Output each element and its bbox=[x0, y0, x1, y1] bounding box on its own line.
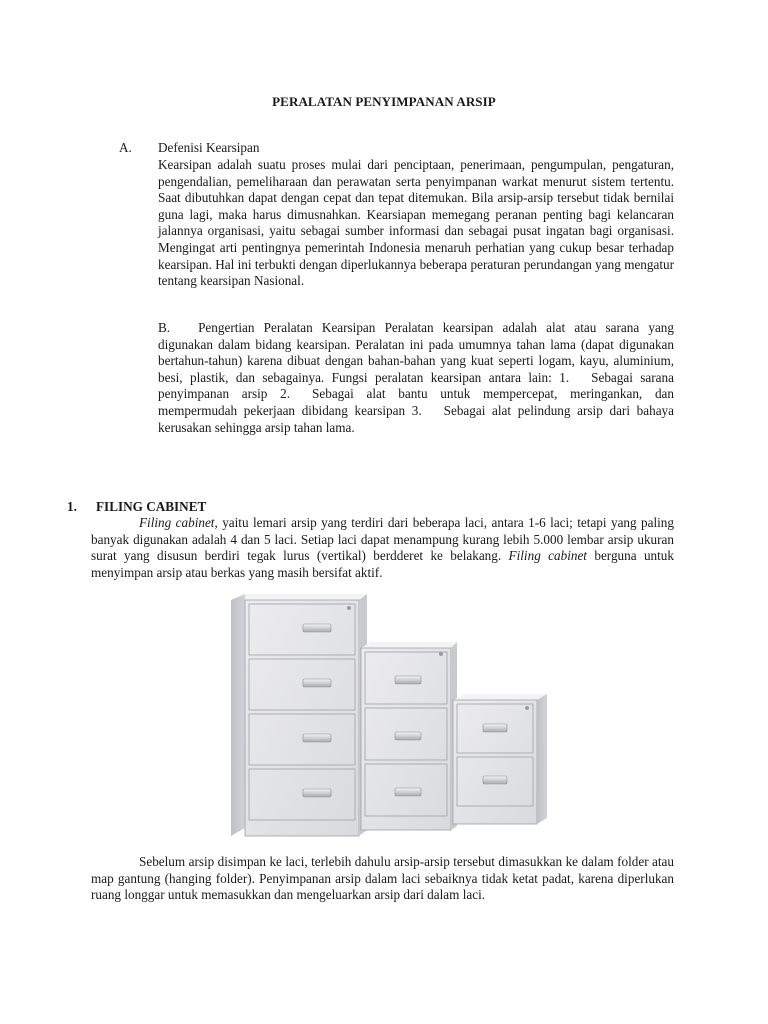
section-1-term-2: Filing cabinet bbox=[508, 548, 587, 564]
section-b-body-4: Sebagai alat pelindung arsip dari bahaya kerusakan sehingga arsip tahan lama. bbox=[158, 402, 674, 435]
section-1-heading bbox=[67, 499, 206, 516]
filing-cabinet-photo bbox=[225, 590, 555, 840]
section-a-letter: A. bbox=[119, 140, 132, 155]
section-1-title: FILING CABINET bbox=[96, 499, 207, 514]
section-b-paragraph bbox=[158, 320, 674, 436]
section-b-letter: B. bbox=[158, 320, 171, 335]
section-1-paragraph bbox=[91, 515, 674, 581]
cabinet-two-drawer bbox=[453, 694, 547, 824]
cabinet-four-drawer bbox=[231, 594, 367, 836]
section-a-body: Kearsipan adalah suatu proses mulai dari penciptaan, penerimaan, pengumpulan, pengaturan, pengendalian, pemeliharaan dan perawatan serta penyimpanan warkat menurut sistem tertentu. Saat dibutuhkan dapat dengan cepat dan tepat ditemukan. Bila arsip-arsip tersebut tidak bernilai guna lagi, maka harus dimusnahkan. Kearsiapan memegang peranan penting bagi kelancaran jalannya organisasi, yaitu sebagai sumber informasi dan sebagai pusat ingatan bagi organisasi. Mengingat arti pentingnya pemerintah Indonesia menaruh perhatian yang cukup besar terhadap kearsipan. Hal ini terbukti dengan diperlukannya beberapa peraturan perundangan yang mengatur tentang kearsipan Nasional. bbox=[158, 157, 674, 289]
page-title: PERALATAN PENYIMPANAN ARSIP bbox=[272, 94, 496, 109]
section-b-body-3: Sebagai alat bantu untuk mempercepat, meringankan, dan mempermudah pekerjaan dibidang kearsipan 3. bbox=[158, 386, 674, 418]
section-1-text-1: , yaitu lemari arsip yang terdiri dari beberapa laci, antara 1-6 laci; tetapi yang paling banyak digunakan adalah 4 dan 5 laci. Setiap laci dapat menampung kurang lebih 5.000 lembar arsip ukuran surat yang disusun berdiri tegak lurus (vertikal) berdderet ke belakang. bbox=[91, 515, 674, 564]
section-1-text-2: berguna untuk menyimpan arsip atau berkas yang masih bersifat aktif. bbox=[91, 548, 674, 580]
cabinet-three-drawer bbox=[361, 642, 457, 830]
section-1-term-1: Filing cabinet bbox=[139, 515, 215, 530]
section-b-body-2: Sebagai sarana penyimpanan arsip 2. bbox=[158, 369, 674, 402]
after-image-paragraph: Sebelum arsip disimpan ke laci, terlebih dahulu arsip-arsip tersebut dimasukkan ke dalam folder atau map gantung (hanging folder). Penyimpanan arsip dalam laci sebaiknya tidak ketat padat, karena diperlukan ruang longgar untuk memasukkan dan mengeluarkan arsip dari dalam laci. bbox=[91, 854, 674, 903]
section-a-heading: Defenisi Kearsipan bbox=[158, 140, 260, 155]
section-b-body-1: Pengertian Peralatan Kearsipan Peralatan kearsipan adalah alat atau sarana yang digunakan dalam bidang kearsipan. Peralatan ini pada umumnya tahan lama (dapat digunakan bertahun-tahun) karena dibuat dengan bahan-bahan yang kuat seperti logam, kayu, aluminium, besi, plastik, dan sebagainya. Fungsi peralatan kearsipan antara lain: 1. bbox=[158, 320, 674, 385]
section-1-number: 1. bbox=[67, 499, 77, 514]
